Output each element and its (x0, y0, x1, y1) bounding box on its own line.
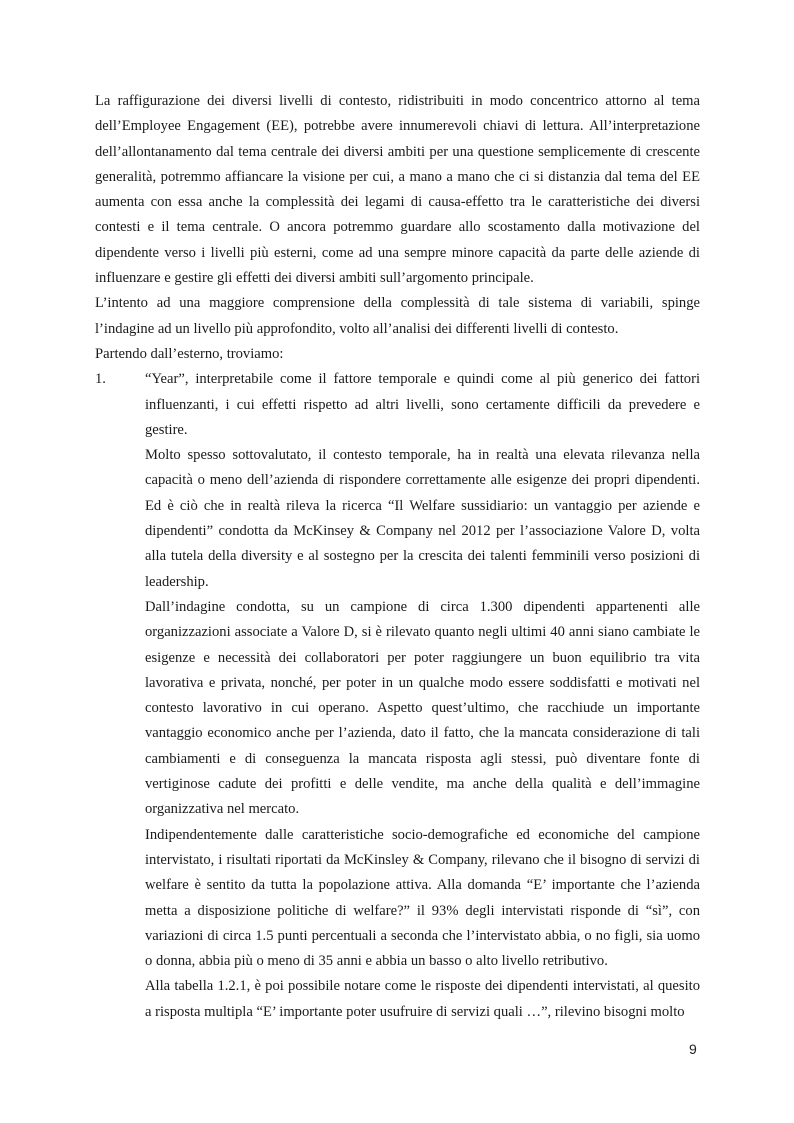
list-first-paragraph: “Year”, interpretabile come il fattore temporale e quindi come al più generico dei fattori influenzanti, i cui effetti rispetto ad altri livelli, sono certamente difficili da prevedere e gestire. (145, 371, 700, 438)
list-item (95, 367, 700, 1025)
list-paragraph: Indipendentemente dalle caratteristiche socio-demografiche ed economiche del campione intervistato, i risultati riportati da McKinsley & Company, rilevano che il bisogno di servizi di welfare è sentito da tutta la popolazione attiva. Alla domanda “E’ importante che l’azienda metta a disposizione politiche di welfare?” il 93% degli intervistati risponde di “sì”, con variazioni di circa 1.5 punti percentuali a seconda che l’intervistato abbia, o no figli, sia uomo o donna, abbia più o meno di 35 anni e abbia un basso o alto livello retributivo. (145, 826, 700, 970)
list-number: 1. (95, 371, 106, 388)
paragraph: L’intento ad una maggiore comprensione della complessità di tale sistema di variabili, spinge l’indagine ad un livello più approfondito, volto all’analisi dei differenti livelli di contesto. (95, 295, 700, 337)
list-body (95, 367, 700, 1025)
paragraph: Partendo dall’esterno, troviamo: (95, 345, 284, 362)
body-text (95, 89, 700, 1025)
list-paragraph: Alla tabella 1.2.1, è poi possibile notare come le risposte dei dipendenti intervistati, al quesito a risposta multipla “E’ importante poter usufruire di servizi quali …”, rilevino bisogni molto (145, 978, 700, 1020)
page-number: 9 (689, 1041, 697, 1057)
list-paragraph: Dall’indagine condotta, su un campione di circa 1.300 dipendenti appartenenti alle organizzazioni associate a Valore D, si è rilevato quanto negli ultimi 40 anni siano cambiate le esigenze e necessità dei collaboratori per poter raggiungere un buon equilibrio tra vita lavorativa e privata, nonché, per poter in un qualche modo essere soddisfatti e motivati nel contesto lavorativo in cui operano. Aspetto quest’ultimo, che racchiude un importante vantaggio economico anche per l’azienda, dato il fatto, che la mancata considerazione di tali cambiamenti e di conseguenza la mancata risposta agli stessi, può diventare fonte di vertiginose cadute dei profitti e delle vendite, ma anche della qualità e dell’immagine organizzativa nel mercato. (145, 598, 700, 818)
list-paragraph: Molto spesso sottovalutato, il contesto temporale, ha in realtà una elevata rilevanza nella capacità o meno dell’azienda di rispondere correttamente alle esigenze dei propri dipendenti. Ed è ciò che in realtà rileva la ricerca “Il Welfare sussidiario: un vantaggio per aziende e dipendenti” condotta da McKinsey & Company nel 2012 per l’associazione Valore D, volta alla tutela della diversity e al sostegno per la crescita dei talenti femminili verso posizioni di leadership. (145, 447, 700, 590)
paragraph: La raffigurazione dei diversi livelli di contesto, ridistribuiti in modo concentrico attorno al tema dell’Employee Engagement (EE), potrebbe avere innumerevoli chiavi di lettura. All’interpretazione dell’allontanamento dal tema centrale dei diversi ambiti per una questione semplicemente di crescente generalità, potremmo affiancare la visione per cui, a mano a mano che ci si distanzia dal tema del EE aumenta con essa anche la complessità dei legami di causa-effetto tra le caratteristiche dei diversi contesti e il tema centrale. O ancora potremmo guardare allo scostamento dalla motivazione del dipendente verso i livelli più esterni, come ad una sempre minore capacità da parte delle aziende di influenzare e gestire gli effetti dei diversi ambiti sull’argomento principale. (95, 93, 700, 287)
